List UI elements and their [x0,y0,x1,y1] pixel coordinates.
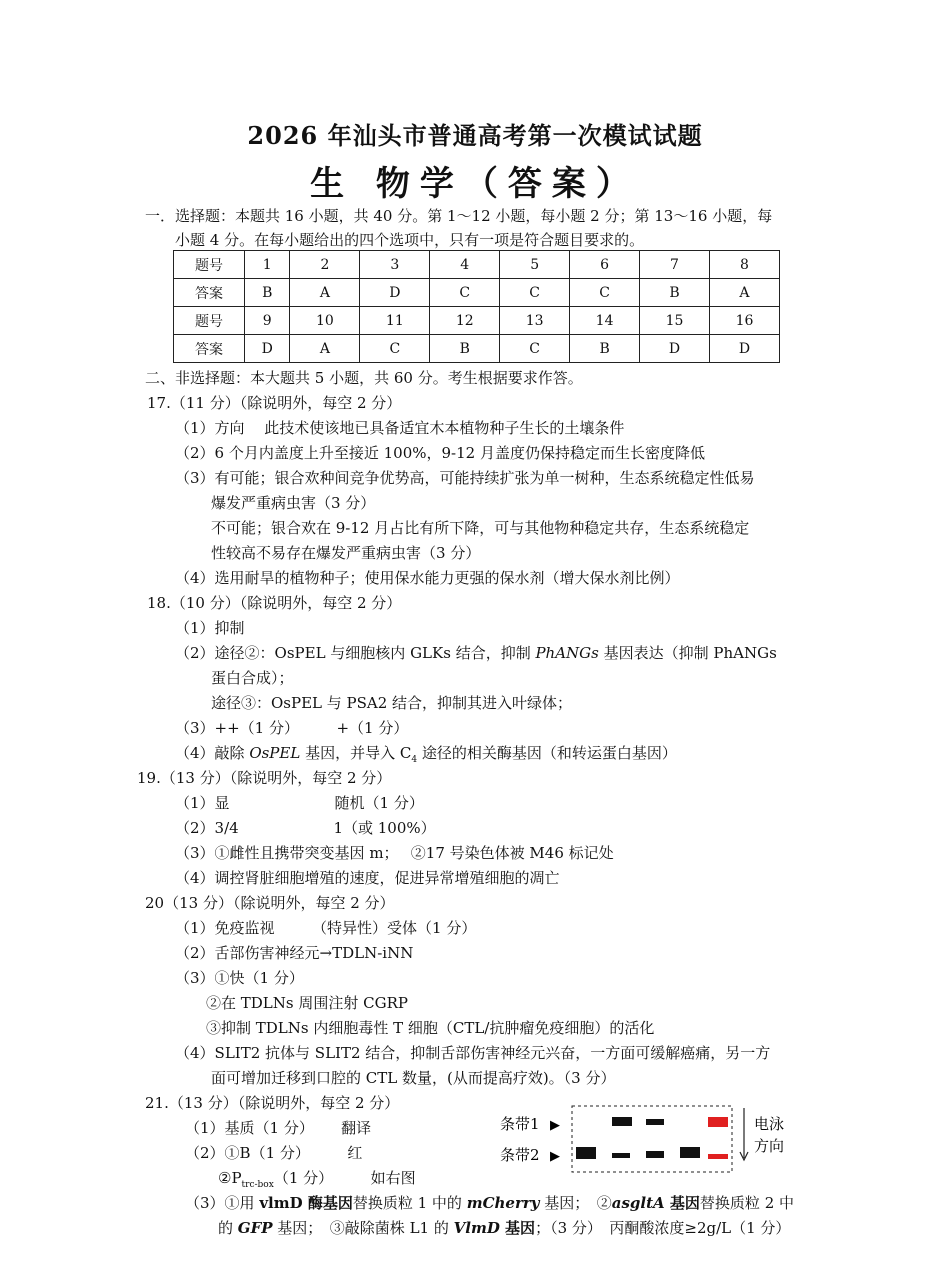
q20-answer-1: （1）免疫监视 （特异性）受体（1 分） [175,919,477,937]
answer-table [173,250,780,363]
table-cell: A [290,335,360,363]
table-cell: 8 [709,251,779,279]
table-row [174,251,780,279]
table-row [174,307,780,335]
text-segment: 替换质粒 2 中 [699,1194,795,1212]
section1-line2: 小题 4 分。在每小题给出的四个选项中，只有一项是符合题目要求的。 [175,231,645,249]
q17-answer-4: （4）选用耐旱的植物种子；使用保水能力更强的保水剂（增大保水剂比例） [175,569,680,587]
text-segment: 基因； ③敲除菌株 L1 的 [272,1219,454,1237]
emphasis: 基因 [664,1194,700,1212]
electrophoresis-figure [500,1100,800,1180]
gene-name: mCherry [466,1194,540,1212]
q20-answer-3b: ②在 TDLNs 周围注射 CGRP [206,994,408,1012]
gene-name: OsPEL [249,744,301,762]
emphasis: 基因 [499,1219,536,1237]
text-segment: ；（3 分） 丙酮酸浓度≥2g/L（1 分） [535,1219,791,1237]
band1-arrow-icon: ▶ [550,1118,560,1133]
q20-answer-2: （2）舌部伤害神经元→TDLN-iNN [175,944,414,962]
q18-answer-4 [175,743,677,770]
gene-name: VlmD [453,1219,500,1237]
subscript: trc-box [241,1180,274,1190]
q18-answer-2c: 途径③：OsPEL 与 PSA2 结合，抑制其进入叶绿体； [211,694,573,712]
table-row [174,335,780,363]
band2-black-c [646,1151,664,1158]
q20-answer-3a: （3）①快（1 分） [175,969,304,987]
q18-answer-2b: 蛋白合成）； [211,669,294,687]
q20-answer-4a: （4）SLIT2 抗体与 SLIT2 结合，抑制舌部伤害神经元兴奋，一方面可缓解癌痛，另一方 [175,1044,771,1062]
direction-label-2: 方向 [754,1137,785,1155]
table-cell: 2 [290,251,360,279]
table-row [174,279,780,307]
band2-black-a [576,1147,596,1159]
q19-answer-2: （2）3/4 1（或 100%） [175,819,436,837]
gene-name: GFP [237,1219,273,1237]
table-cell: C [500,335,570,363]
table-cell: D [360,279,430,307]
text-segment: ②P [218,1169,242,1187]
q17-answer-2: （2）6 个月内盖度上升至接近 100%，9-12 月盖度仍保持稳定而生长密度降低 [175,444,705,462]
table-cell: 12 [430,307,500,335]
table-cell: 答案 [174,335,245,363]
text-segment: （2）途径②：OsPEL 与细胞核内 GLKs 结合，抑制 [175,644,536,662]
table-cell: B [640,279,710,307]
q20-answer-4b: 面可增加迁移到口腔的 CTL 数量，(从而提高疗效)。（3 分） [211,1069,616,1087]
table-cell: D [640,335,710,363]
q19-answer-3: （3）①雌性且携带突变基因 m； ②17 号染色体被 M46 标记处 [175,844,614,862]
q17-header: 17.（11 分）（除说明外，每空 2 分） [147,394,402,412]
band1-label: 条带1 [500,1115,540,1133]
text-segment: （1 分） 如右图 [273,1169,416,1187]
text-segment: 途径的相关酶基因（和转运蛋白基因） [417,744,677,762]
table-cell: 14 [570,307,640,335]
band2-arrow-icon: ▶ [550,1149,560,1164]
band1-red [708,1117,728,1127]
table-cell: 3 [360,251,430,279]
q21-answer-2a: （2）①B（1 分） 红 [185,1144,363,1162]
text-segment: 基因表达（抑制 PhANGs [598,644,777,662]
table-cell: 1 [245,251,290,279]
text-segment: （4）敲除 [175,744,250,762]
q21-answer-3a [185,1193,794,1213]
table-cell: D [245,335,290,363]
q19-answer-1: （1）显 随机（1 分） [175,794,424,812]
section2-header: 二、非选择题：本大题共 5 小题，共 60 分。考生根据要求作答。 [145,369,583,387]
table-cell: 题号 [174,251,245,279]
table-cell: 11 [360,307,430,335]
q18-header: 18.（10 分）（除说明外，每空 2 分） [147,594,402,612]
table-cell: B [430,335,500,363]
text-segment: 的 [218,1219,238,1237]
text-segment: 基因，并导入 C [300,744,412,762]
table-cell: 6 [570,251,640,279]
document-subtitle: 生 物学（答案） [310,164,640,204]
q21-answer-2b [218,1168,416,1195]
table-cell: 5 [500,251,570,279]
q20-answer-3c: ③抑制 TDLNs 内细胞毒性 T 细胞（CTL/抗肿瘤免疫细胞）的活化 [206,1019,655,1037]
q18-answer-1: （1）抑制 [175,619,245,637]
q21-header: 21.（13 分）（除说明外，每空 2 分） [145,1094,400,1112]
band2-black-d [680,1147,700,1158]
table-cell: 7 [640,251,710,279]
band1-black-a [612,1117,632,1126]
q17-answer-3a: （3）有可能；银合欢种间竞争优势高，可能持续扩张为单一树种，生态系统稳定性低易 [175,469,755,487]
table-cell: B [245,279,290,307]
q21-answer-3b [218,1218,790,1238]
text-segment: 基因； ② [539,1194,612,1212]
table-cell: C [360,335,430,363]
table-cell: D [709,335,779,363]
subscript: 4 [411,755,418,765]
table-cell: 13 [500,307,570,335]
emphasis: vlmD 酶基因 [259,1194,353,1212]
text-segment: 替换质粒 1 中的 [352,1194,467,1212]
table-cell: B [570,335,640,363]
band1-black-b [646,1119,664,1125]
q18-answer-2a [175,643,777,663]
document-title: 2026 年汕头市普通高考第一次模试试题 [247,121,703,150]
gene-name: asgltA [611,1194,665,1212]
table-cell: 16 [709,307,779,335]
q17-answer-3d: 性较高不易存在爆发严重病虫害（3 分） [211,544,481,562]
q19-answer-4: （4）调控肾脏细胞增殖的速度，促进异常增殖细胞的凋亡 [175,869,560,887]
gene-name: PhANGs [535,644,599,662]
band2-black-b [612,1153,630,1158]
q19-header: 19.（13 分）（除说明外，每空 2 分） [137,769,392,787]
direction-label-1: 电泳 [754,1115,785,1133]
table-cell: C [430,279,500,307]
table-cell: 10 [290,307,360,335]
q20-header: 20（13 分）（除说明外，每空 2 分） [145,894,395,912]
table-cell: 9 [245,307,290,335]
band2-label: 条带2 [500,1146,540,1164]
table-cell: 题号 [174,307,245,335]
section1-line1: 一．选择题：本题共 16 小题，共 40 分。第 1～12 小题，每小题 2 分；第 13～16 小题，每 [145,207,773,225]
table-cell: 答案 [174,279,245,307]
q17-answer-3b: 爆发严重病虫害（3 分） [211,494,376,512]
table-cell: A [709,279,779,307]
table-cell: A [290,279,360,307]
text-segment: （3）①用 [185,1194,260,1212]
table-cell: 15 [640,307,710,335]
table-cell: C [570,279,640,307]
band2-red [708,1154,728,1159]
q17-answer-3c: 不可能；银合欢在 9-12 月占比有所下降，可与其他物种稳定共存，生态系统稳定 [211,519,750,537]
gel-frame [572,1106,732,1172]
q17-answer-1: （1）方向 此技术使该地已具备适宜木本植物种子生长的土壤条件 [175,419,625,437]
table-cell: 4 [430,251,500,279]
q21-answer-1: （1）基质（1 分） 翻译 [185,1119,372,1137]
q18-answer-3: （3）++（1 分） +（1 分） [175,719,409,737]
table-cell: C [500,279,570,307]
